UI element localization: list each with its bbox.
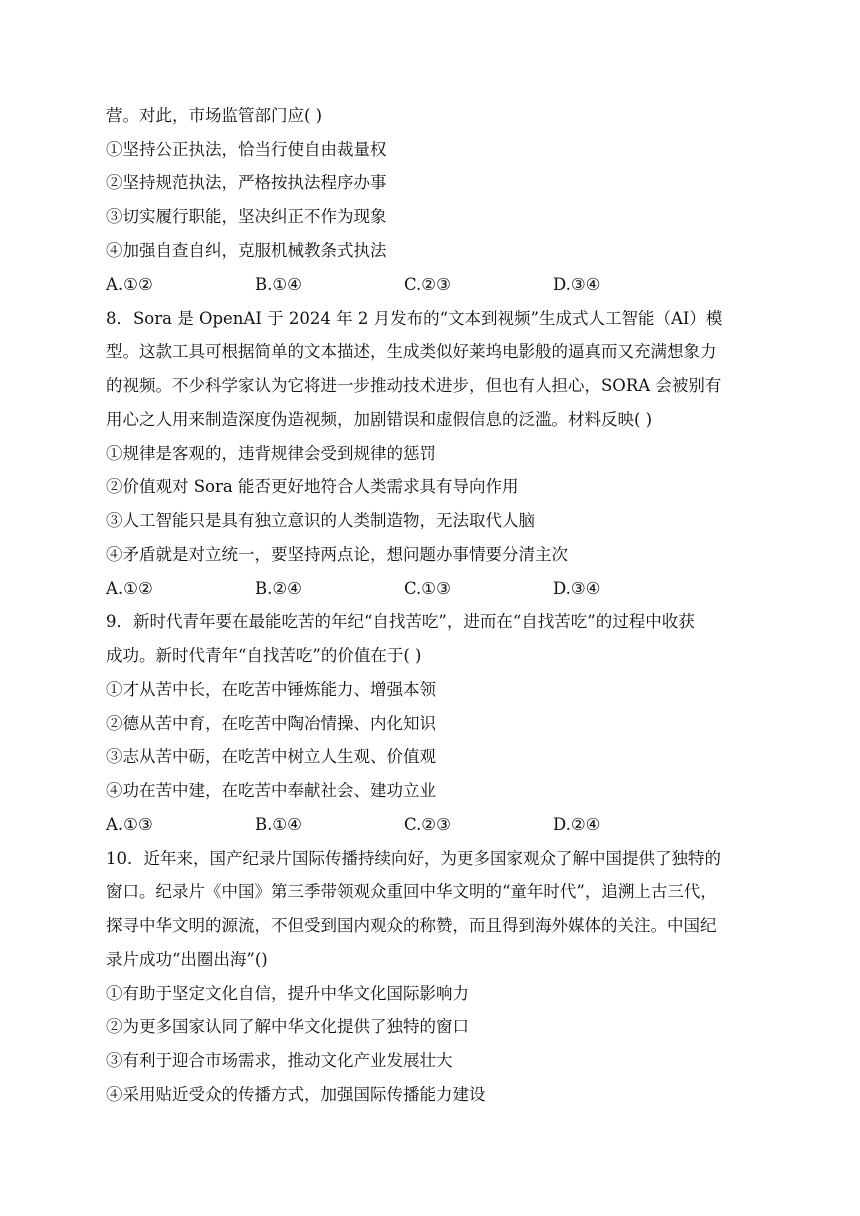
q9-item-2: ②德从苦中育，在吃苦中陶冶情操、内化知识 xyxy=(106,714,436,733)
q9-option-a: A.①③ xyxy=(106,815,153,834)
q7-item-4: ④加强自查自纠，克服机械教条式执法 xyxy=(106,241,387,260)
q9-stem-line-2: 成功。新时代青年“自找苦吃”的价值在于( ) xyxy=(106,646,422,665)
q7-options xyxy=(106,274,766,296)
q8-option-d: D.③④ xyxy=(553,579,601,598)
q10-item-3: ③有利于迎合市场需求，推动文化产业发展壮大 xyxy=(106,1051,453,1070)
q9-item-4: ④功在苦中建，在吃苦中奉献社会、建功立业 xyxy=(106,781,436,800)
q9-stem-line-1: 9．新时代青年要在最能吃苦的年纪“自找苦吃”，进而在“自找苦吃”的过程中收获 xyxy=(106,612,695,631)
q10-item-1: ①有助于坚定文化自信，提升中华文化国际影响力 xyxy=(106,984,469,1003)
q7-item-2: ②坚持规范执法，严格按执法程序办事 xyxy=(106,173,387,192)
q9-option-b: B.①④ xyxy=(255,815,302,834)
q7-item-3: ③切实履行职能，坚决纠正不作为现象 xyxy=(106,207,387,226)
q7-option-d: D.③④ xyxy=(553,275,601,294)
q10-item-2: ②为更多国家认同了解中华文化提供了独特的窗口 xyxy=(106,1017,469,1036)
q8-options xyxy=(106,578,766,600)
q10-stem-line-4: 录片成功“出圈出海”() xyxy=(106,950,268,969)
q8-stem-line-4: 用心之人用来制造深度伪造视频，加剧错误和虚假信息的泛滥。材料反映( ) xyxy=(106,410,653,429)
q7-option-b: B.①④ xyxy=(255,275,302,294)
q7-option-a: A.①② xyxy=(106,275,153,294)
q10-item-4: ④采用贴近受众的传播方式，加强国际传播能力建设 xyxy=(106,1085,486,1104)
q8-option-b: B.②④ xyxy=(255,579,302,598)
q9-item-3: ③志从苦中砺，在吃苦中树立人生观、价值观 xyxy=(106,747,436,766)
q8-stem-line-3: 的视频。不少科学家认为它将进一步推动技术进步，但也有人担心，SORA 会被别有 xyxy=(106,376,722,395)
q8-item-3: ③人工智能只是具有独立意识的人类制造物，无法取代人脑 xyxy=(106,511,535,530)
q10-stem-line-1: 10．近年来，国产纪录片国际传播持续向好，为更多国家观众了解中国提供了独特的 xyxy=(106,849,721,868)
q9-option-d: D.②④ xyxy=(553,815,601,834)
q8-stem-line-1: 8．Sora 是 OpenAI 于 2024 年 2 月发布的“文本到视频”生成式人工智能（AI）模 xyxy=(106,309,723,328)
q10-stem-line-2: 窗口。纪录片《中国》第三季带领观众重回中华文明的“童年时代”，追溯上古三代， xyxy=(106,882,717,901)
q7-stem-tail: 营。对此，市场监管部门应( ) xyxy=(106,106,323,125)
q9-options xyxy=(106,814,766,836)
q8-option-c: C.①③ xyxy=(404,579,451,598)
q10-stem-line-3: 探寻中华文明的源流，不但受到国内观众的称赞，而且得到海外媒体的关注。中国纪 xyxy=(106,916,717,935)
q8-item-2: ②价值观对 Sora 能否更好地符合人类需求具有导向作用 xyxy=(106,477,519,496)
q7-option-c: C.②③ xyxy=(404,275,451,294)
q9-option-c: C.②③ xyxy=(404,815,451,834)
q9-item-1: ①才从苦中长，在吃苦中锤炼能力、增强本领 xyxy=(106,680,436,699)
q8-option-a: A.①② xyxy=(106,579,153,598)
q8-stem-line-2: 型。这款工具可根据简单的文本描述，生成类似好莱坞电影般的逼真而又充满想象力 xyxy=(106,342,717,361)
q8-item-4: ④矛盾就是对立统一，要坚持两点论，想问题办事情要分清主次 xyxy=(106,545,568,564)
q8-item-1: ①规律是客观的，违背规律会受到规律的惩罚 xyxy=(106,444,436,463)
q7-item-1: ①坚持公正执法，恰当行使自由裁量权 xyxy=(106,140,387,159)
